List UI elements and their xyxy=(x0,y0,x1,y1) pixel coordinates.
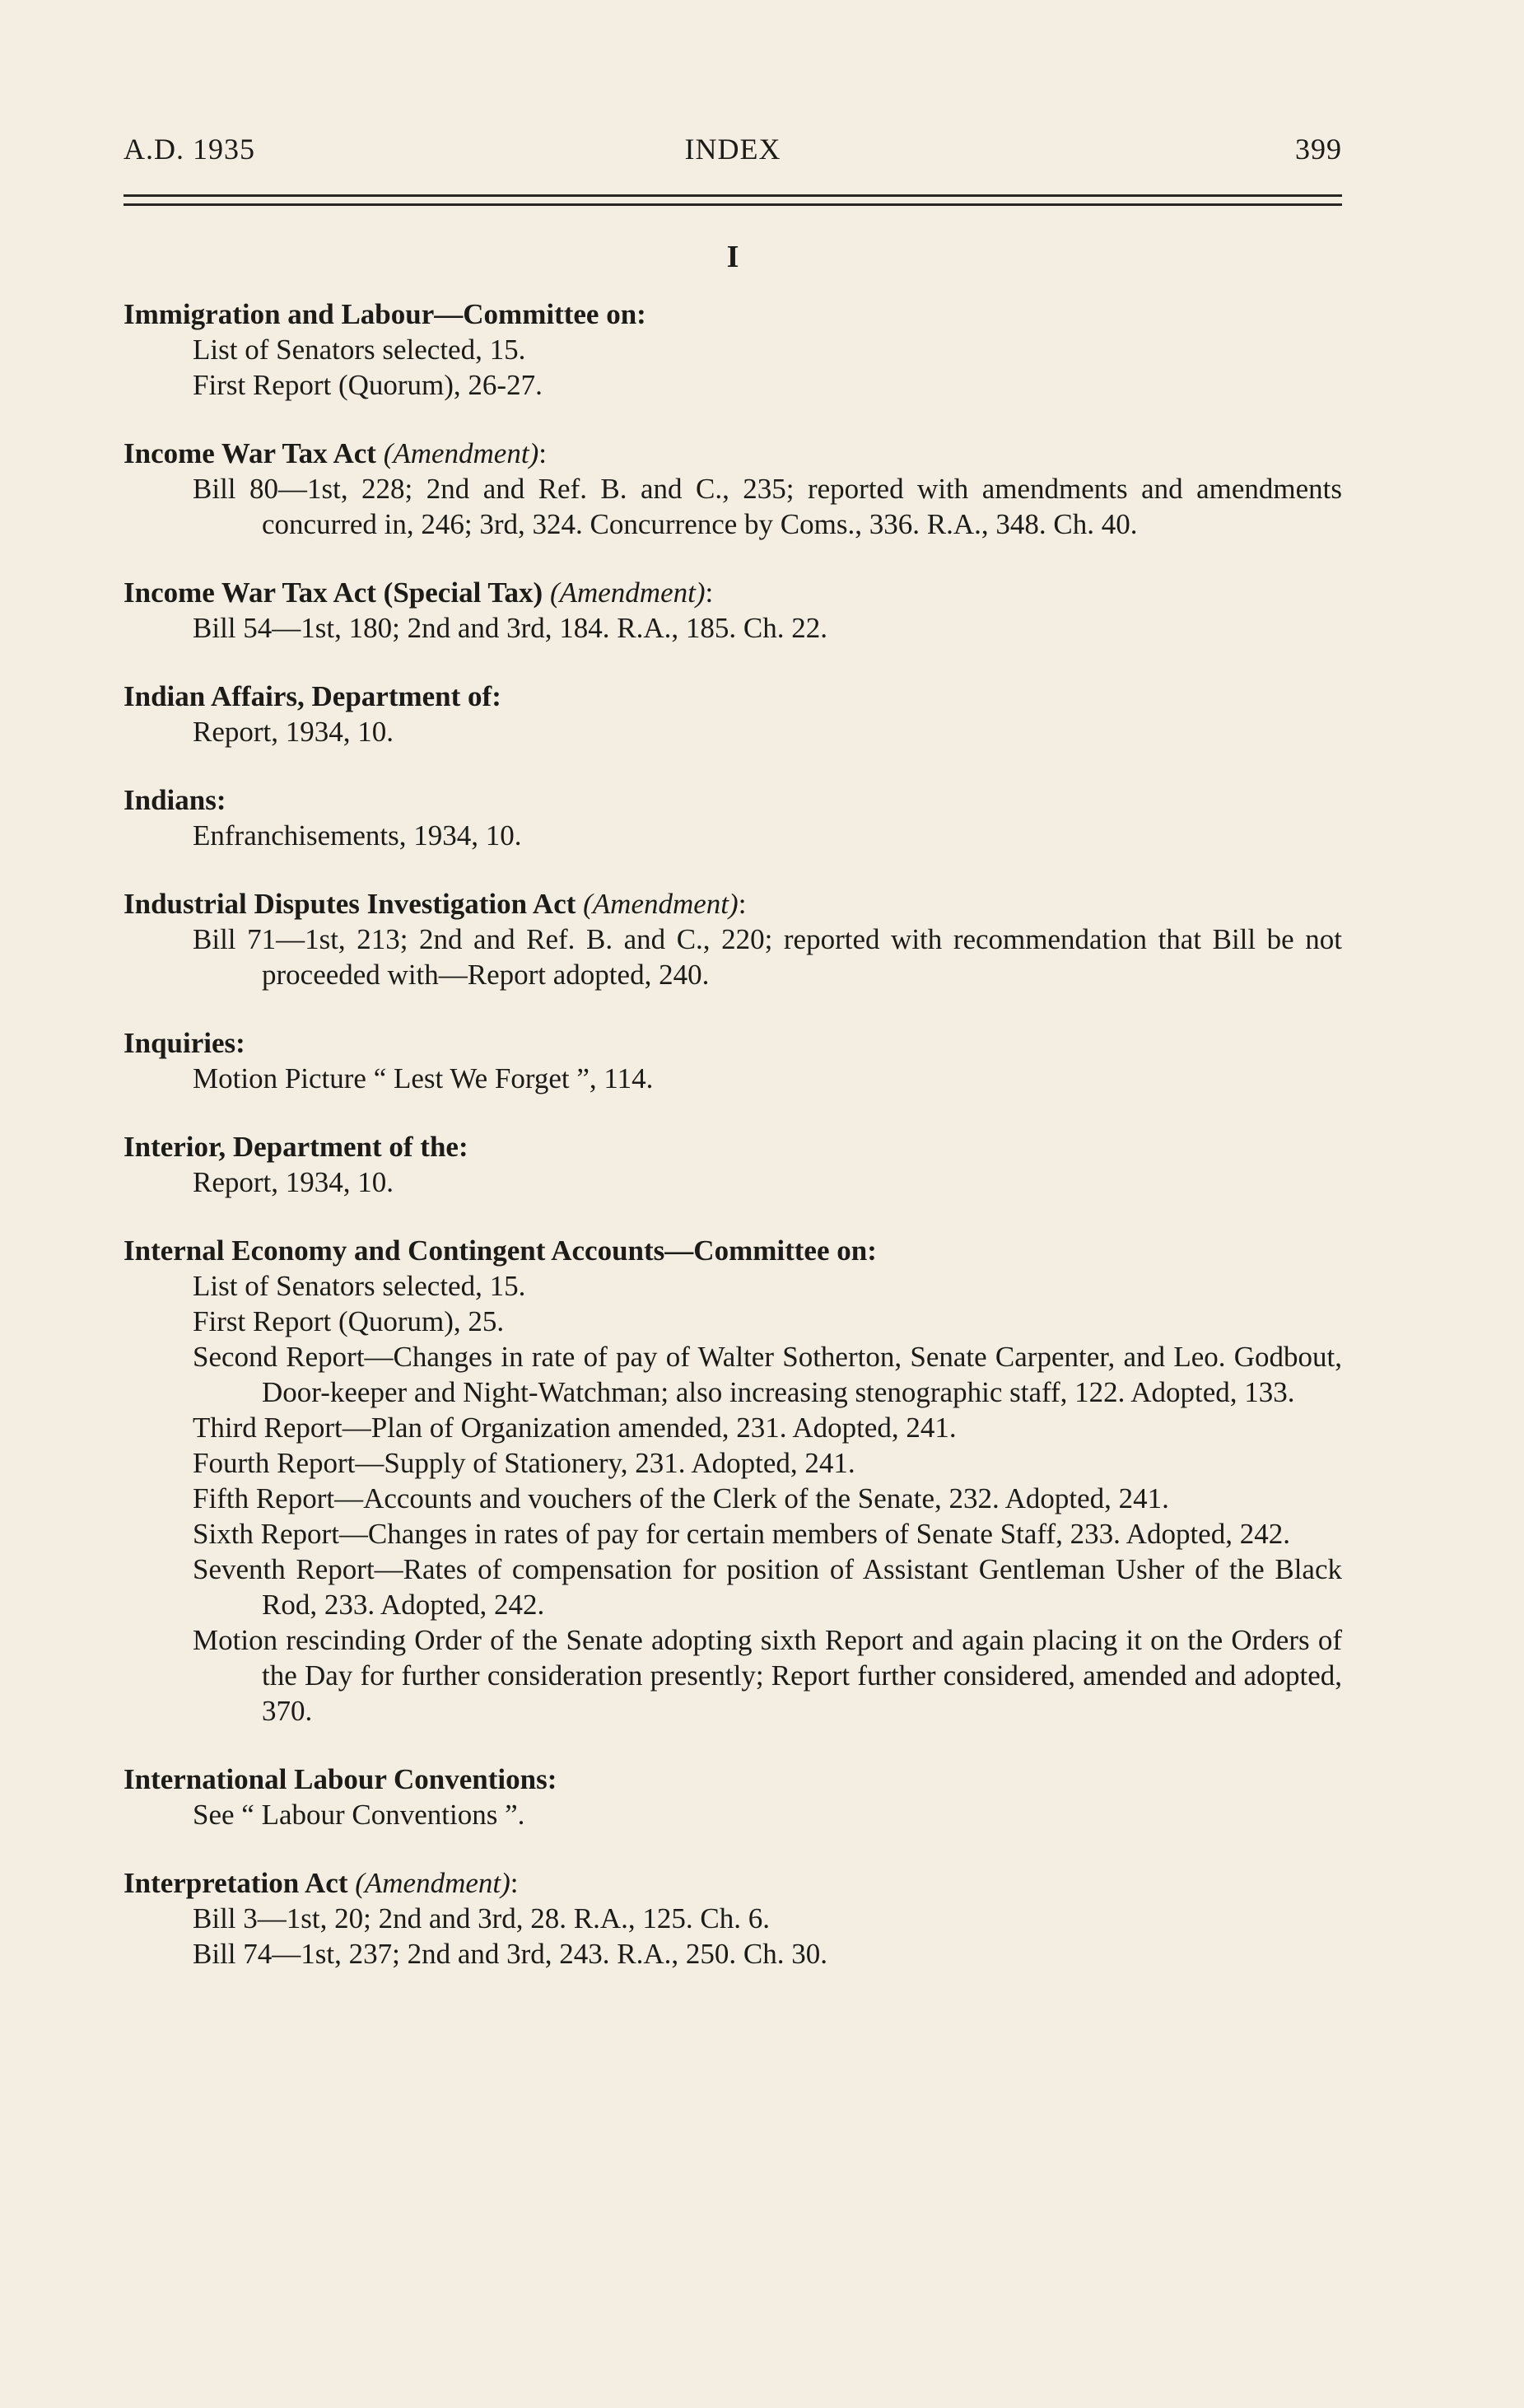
entry-subitem: Third Report—Plan of Organization amended, 231. Adopted, 241. xyxy=(193,1412,957,1444)
entry-subitem: Bill 71—1st, 213; 2nd and Ref. B. and C., 220; reported with recommendation that Bill be not proceeded with—Report adopted, 240. xyxy=(193,923,1342,991)
entry-heading-colon: : xyxy=(705,576,714,609)
running-head-date: A.D. 1935 xyxy=(124,133,255,166)
page-number: 399 xyxy=(1295,133,1342,166)
entry-heading-qualifier: (Amendment) xyxy=(549,576,706,609)
entry-heading-qualifier: (Amendment) xyxy=(355,1867,510,1899)
entry-subitem: First Report (Quorum), 25. xyxy=(193,1305,505,1337)
entry-heading xyxy=(124,1025,1342,1061)
entry-heading-text: Industrial Disputes Investigation Act xyxy=(124,888,584,920)
entry-heading-colon: : xyxy=(510,1867,519,1899)
entry-subitem: Bill 80—1st, 228; 2nd and Ref. B. and C., 235; reported with amendments and amendments concurred in, 246; 3rd, 324. Concurrence by Coms., 336. R.A., 348. Ch. 40. xyxy=(193,473,1342,540)
section-letter: I xyxy=(726,240,739,274)
entry-subitem: Fifth Report—Accounts and vouchers of the Clerk of the Senate, 232. Adopted, 241. xyxy=(193,1482,1169,1514)
entry-heading-text: Income War Tax Act xyxy=(124,437,384,469)
index-entry xyxy=(124,575,1342,646)
entry-subitem: Bill 54—1st, 180; 2nd and 3rd, 184. R.A., 185. Ch. 22. xyxy=(193,612,827,644)
index-entry xyxy=(124,679,1342,749)
entry-subitem: List of Senators selected, 15. xyxy=(193,1270,526,1302)
index-entry xyxy=(124,1233,1342,1729)
entry-heading-text: Interpretation Act xyxy=(124,1867,356,1899)
entry-subitem: Motion rescinding Order of the Senate adopting sixth Report and again placing it on the Orders of the Day for further consideration presently; Report further considered, amended and adopted, 370. xyxy=(193,1624,1342,1727)
entry-heading-text: Indians: xyxy=(124,784,226,816)
index-entry xyxy=(124,1762,1342,1832)
entry-subitem: Motion Picture “ Lest We Forget ”, 114. xyxy=(193,1062,654,1094)
index-entry xyxy=(124,886,1342,992)
entry-heading-colon: : xyxy=(738,888,747,920)
entry-subitem: Seventh Report—Rates of compensation for position of Assistant Gentleman Usher of the Black Rod, 233. Adopted, 242. xyxy=(193,1553,1342,1621)
entry-heading-text: Indian Affairs, Department of: xyxy=(124,680,501,712)
entry-heading-text: Inquiries: xyxy=(124,1027,245,1059)
entry-heading-qualifier: (Amendment) xyxy=(383,437,539,469)
entry-subitem: See “ Labour Conventions ”. xyxy=(193,1799,525,1831)
index-entry xyxy=(124,782,1342,853)
entry-subitem: Sixth Report—Changes in rates of pay for certain members of Senate Staff, 233. Adopted, 242. xyxy=(193,1518,1290,1550)
entry-subitem: Report, 1934, 10. xyxy=(193,716,394,748)
index-entry xyxy=(124,1865,1342,1972)
index-entry xyxy=(124,1129,1342,1200)
entry-heading-text: International Labour Conventions: xyxy=(124,1763,557,1795)
index-entry xyxy=(124,296,1342,403)
header-rule-top xyxy=(124,194,1342,197)
entry-subitem: Bill 3—1st, 20; 2nd and 3rd, 28. R.A., 125. Ch. 6. xyxy=(193,1902,770,1934)
entry-heading-colon: : xyxy=(538,437,547,469)
index-entries xyxy=(124,296,1342,2004)
header-rule-bottom xyxy=(124,203,1342,206)
entry-subitem: Fourth Report—Supply of Stationery, 231. Adopted, 241. xyxy=(193,1447,855,1479)
entry-heading xyxy=(124,1129,1342,1164)
entry-heading xyxy=(124,679,1342,714)
index-entry xyxy=(124,1025,1342,1096)
entry-subitem: List of Senators selected, 15. xyxy=(193,334,526,366)
entry-heading xyxy=(124,886,1342,922)
entry-heading-text: Immigration and Labour—Committee on: xyxy=(124,298,646,330)
entry-heading xyxy=(124,575,1342,610)
entry-subitem: Bill 74—1st, 237; 2nd and 3rd, 243. R.A., 250. Ch. 30. xyxy=(193,1938,827,1970)
entry-heading xyxy=(124,1762,1342,1797)
entry-heading xyxy=(124,1233,1342,1268)
entry-subitem: Enfranchisements, 1934, 10. xyxy=(193,819,522,852)
entry-heading-text: Internal Economy and Contingent Accounts—Committee on: xyxy=(124,1234,877,1267)
index-entry xyxy=(124,436,1342,542)
entry-subitem: Report, 1934, 10. xyxy=(193,1166,394,1198)
entry-heading xyxy=(124,296,1342,332)
entry-heading xyxy=(124,1865,1342,1901)
entry-subitem: Second Report—Changes in rate of pay of Walter Sotherton, Senate Carpenter, and Leo. Godbout, Door-keeper and Night-Watchman; also increasing stenographic staff, 122. Adopted, 133. xyxy=(193,1341,1342,1408)
entry-heading xyxy=(124,436,1342,471)
running-head-title: INDEX xyxy=(684,133,781,166)
entry-subitem: First Report (Quorum), 26-27. xyxy=(193,369,543,401)
entry-heading-text: Interior, Department of the: xyxy=(124,1131,468,1163)
entry-heading-text: Income War Tax Act (Special Tax) xyxy=(124,576,550,609)
entry-heading-qualifier: (Amendment) xyxy=(583,888,739,920)
entry-heading xyxy=(124,782,1342,818)
